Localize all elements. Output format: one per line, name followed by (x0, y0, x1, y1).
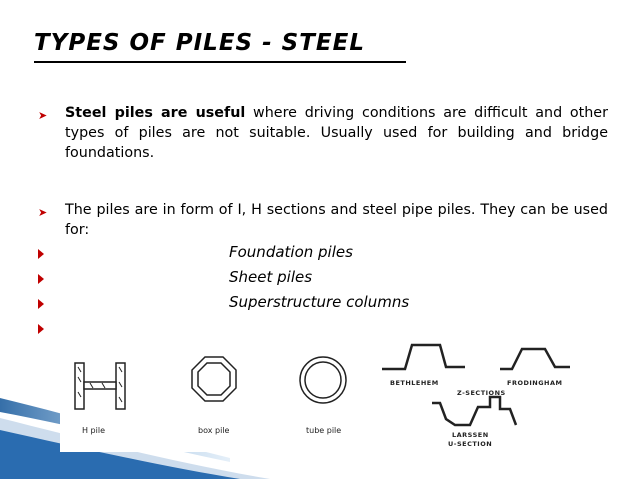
box-pile-label: box pile (198, 426, 230, 435)
bullet-1-text: where driving conditions are difficult and other types of piles are not suitable. Usually used for building and bridge foundations. (65, 105, 608, 161)
use-item-label: Sheet piles (229, 268, 313, 286)
arrow-bullet-icon: ➤ (38, 109, 48, 122)
h-pile-label: H pile (82, 426, 106, 435)
frodingham-label: FRODINGHAM (507, 379, 563, 387)
slide-title: TYPES OF PILES - STEEL (34, 30, 365, 56)
arrow-bullet-icon: ➤ (38, 206, 48, 219)
z-sections-label: Z-SECTIONS (457, 389, 506, 397)
use-item-label: Superstructure columns (229, 293, 410, 311)
pile-sections-figure (60, 337, 620, 452)
bullet-1-bold: Steel piles are useful (65, 105, 246, 121)
u-section-label: U-SECTION (448, 440, 493, 448)
pile-sections-drawing (60, 337, 620, 452)
larssen-label: LARSSEN (452, 431, 489, 439)
use-item-label: Foundation piles (229, 243, 353, 261)
bullet-2-text: The piles are in form of I, H sections and steel pipe piles. They can be used for: (65, 202, 608, 238)
bethlehem-label: BETHLEHEM (390, 379, 439, 387)
tube-pile-label: tube pile (306, 426, 342, 435)
